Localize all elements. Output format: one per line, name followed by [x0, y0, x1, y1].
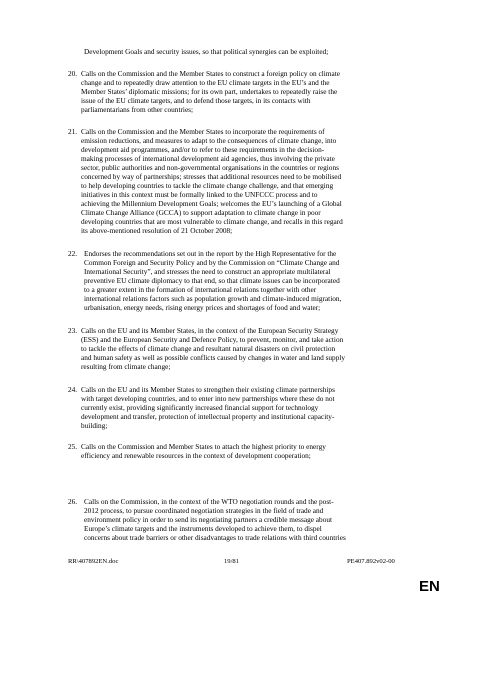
paragraph-number: 21.	[68, 127, 78, 136]
paragraph-line: urbanisation, energy needs, rising energy prices and shortages of food and water;	[84, 303, 321, 312]
paragraph-line: development and transfer, protection of intellectual property and institutional capacity-	[81, 412, 335, 421]
paragraph-line: with target developing countries, and to enter into new partnerships where these do not	[81, 394, 335, 403]
paragraph-line: parliamentarians from other countries;	[81, 105, 194, 114]
paragraph-line: Calls on the EU and its Member States, in the context of the European Security Strategy	[81, 326, 339, 335]
paragraph-line: building;	[81, 421, 108, 430]
paragraph-number: 26.	[68, 497, 78, 506]
paragraph-line: to tackle the effects of climate change and resultant natural disasters on civil protection	[81, 344, 336, 353]
paragraph-line: issue of the EU climate targets, and to defend those targets, in its contacts with	[81, 96, 311, 105]
paragraph-number: 24.	[68, 385, 78, 394]
footer-pe-ref: PE407.892v02-00	[347, 558, 395, 565]
paragraph-line: making processes of international development aid agencies, thus involving the private	[81, 154, 335, 163]
paragraph-line: efficiency and renewable resources in the context of development cooperation;	[81, 451, 311, 460]
paragraph-line: concerns about trade barriers or other disadvantages to trade relations with third countries	[84, 533, 346, 542]
paragraph-line: Calls on the Commission and the Member States to incorporate the requirements of	[81, 127, 325, 136]
paragraph-line: and human safety as well as possible conflicts caused by changes in water and land supply	[81, 353, 346, 362]
paragraph-line: Calls on the Commission and Member States to attach the highest priority to energy	[81, 442, 326, 451]
paragraph-line: international relations factors such as population growth and climate-induced migration,	[84, 294, 342, 303]
paragraph-line: development aid programmes, and/or to refer to these requirements in the decision-	[81, 145, 325, 154]
paragraph-number: 25.	[68, 442, 78, 451]
paragraph-line: Endorses the recommendations set out in the report by the High Representative for the	[84, 249, 337, 258]
footer-page-number: 19/81	[224, 558, 240, 565]
paragraph-line: International Security”, and stresses the need to construct an appropriate multilateral	[84, 267, 331, 276]
paragraph-line: sector, public authorities and non-governmental organisations in the countries or regions	[81, 163, 339, 172]
paragraph-line: currently exist, providing significantly increased financial support for technology	[81, 403, 319, 412]
paragraph-line: its above-mentioned resolution of 21 October 2008;	[81, 226, 233, 235]
paragraph-line: Calls on the Commission, in the context of the WTO negotiation rounds and the post-	[84, 497, 334, 506]
paragraph-line: to a greater extent in the formation of international relations together with other	[84, 285, 317, 294]
paragraph-line: Calls on the EU and its Member States to strengthen their existing climate partnerships	[81, 385, 335, 394]
paragraph-line: to help developing countries to tackle the climate change challenge, and that emerging	[81, 181, 334, 190]
paragraph-number: 22.	[68, 249, 78, 258]
paragraph-line: Europe’s climate targets and the instruments developed to achieve them, to dispel	[84, 524, 322, 533]
paragraph-line: preventive EU climate diplomacy to that end, so that climate issues can be incorporated	[84, 276, 340, 285]
paragraph-line: Calls on the Commission and the Member States to construct a foreign policy on climate	[81, 69, 340, 78]
continuation-line: Development Goals and security issues, so that political synergies can be exploited;	[84, 47, 329, 56]
paragraph-line: Common Foreign and Security Policy and by the Commission on “Climate Change and	[84, 258, 340, 267]
paragraph-number: 23.	[68, 326, 78, 335]
paragraph-number: 20.	[68, 69, 78, 78]
paragraph-line: 2012 process, to pursue coordinated negotiation strategies in the field of trade and	[84, 506, 324, 515]
paragraph-line: Climate Change Alliance (GCCA) to support adaptation to climate change in poor	[81, 208, 321, 217]
paragraph-line: change and to repeatedly draw attention to the EU climate targets in the EU’s and the	[81, 78, 330, 87]
footer-doc-ref: RR\407892EN.doc	[68, 558, 119, 565]
paragraph-line: initiatives in this context must be formally linked to the UNFCCC process and to	[81, 190, 318, 199]
paragraph-line: Member States’ diplomatic missions; for its own part, undertakes to repeatedly raise the	[81, 87, 338, 96]
paragraph-line: concerned by way of partnerships; stresses that additional resources need to be mobilised	[81, 172, 342, 181]
paragraph-line: environment policy in order to send its negotiating partners a credible message about	[84, 515, 333, 524]
paragraph-line: resulting from climate change;	[81, 362, 171, 371]
paragraph-line: emission reductions, and measures to adapt to the consequences of climate change, into	[81, 136, 337, 145]
paragraph-line: (ESS) and the European Security and Defence Policy, to prevent, monitor, and take action	[81, 335, 344, 344]
language-tag: EN	[419, 578, 440, 595]
paragraph-line: developing countries that are most vulnerable to climate change, and recalls in this regard	[81, 217, 343, 226]
paragraph-line: achieving the Millennium Development Goals; welcomes the EU’s launching of a Global	[81, 199, 342, 208]
